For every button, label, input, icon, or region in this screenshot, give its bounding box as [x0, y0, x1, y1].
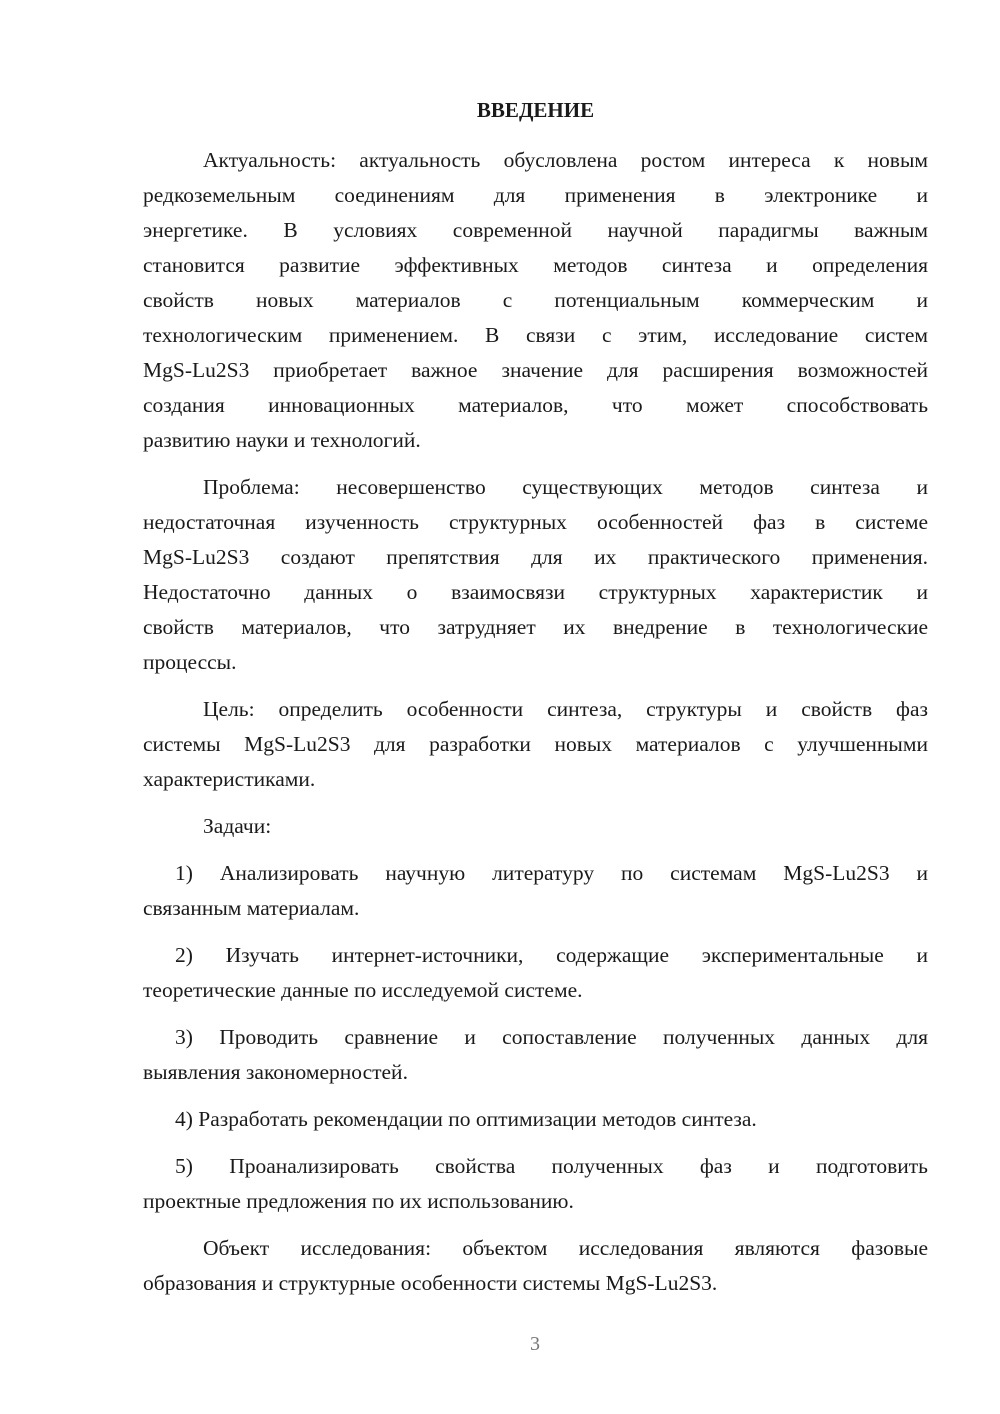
paragraph	[143, 470, 928, 680]
page-number: 3	[530, 1333, 540, 1355]
text-line: 5) Проанализировать свойства полученных фаз и подготовить	[175, 1154, 928, 1178]
text-line: энергетике. В условиях современной научной парадигмы важным	[143, 218, 928, 242]
text-line: 1) Анализировать научную литературу по системам MgS-Lu2S3 и	[175, 861, 928, 885]
text-line: проектные предложения по их использованию.	[143, 1189, 574, 1213]
text-line: Цель: определить особенности синтеза, структуры и свойств фаз	[203, 697, 928, 721]
task-list-item	[143, 1102, 928, 1137]
text-line: характеристиками.	[143, 767, 316, 791]
text-line: системы MgS-Lu2S3 для разработки новых материалов с улучшенными	[143, 732, 928, 756]
text-line: свойств новых материалов с потенциальным коммерческим и	[143, 288, 928, 312]
text-line: выявления закономерностей.	[143, 1060, 408, 1084]
text-line: 2) Изучать интернет-источники, содержащие экспериментальные и	[175, 943, 928, 967]
task-list-item	[143, 856, 928, 926]
paragraph	[143, 692, 928, 797]
text-line: Актуальность: актуальность обусловлена ростом интереса к новым	[203, 148, 928, 172]
task-list-item	[143, 1020, 928, 1090]
text-line: 3) Проводить сравнение и сопоставление полученных данных для	[175, 1025, 928, 1049]
text-line: технологическим применением. В связи с этим, исследование систем	[143, 323, 928, 347]
task-list-item	[143, 1149, 928, 1219]
text-line: свойств материалов, что затрудняет их внедрение в технологические	[143, 615, 928, 639]
text-line: редкоземельным соединениям для применения в электронике и	[143, 183, 928, 207]
text-line: 4) Разработать рекомендации по оптимизации методов синтеза.	[175, 1107, 757, 1131]
section-heading: ВВЕДЕНИЕ	[476, 98, 595, 122]
text-line: Задачи:	[203, 814, 272, 838]
paragraph	[143, 143, 928, 458]
text-line: MgS-Lu2S3 приобретает важное значение для расширения возможностей	[143, 358, 928, 382]
document-body	[143, 143, 928, 1313]
text-line: MgS-Lu2S3 создают препятствия для их практического применения.	[143, 545, 928, 569]
text-line: становится развитие эффективных методов синтеза и определения	[143, 253, 928, 277]
text-line: развитию науки и технологий.	[143, 428, 421, 452]
task-list-item	[143, 938, 928, 1008]
text-line: теоретические данные по исследуемой системе.	[143, 978, 583, 1002]
text-line: Проблема: несовершенство существующих методов синтеза и	[203, 475, 928, 499]
text-line: процессы.	[143, 650, 237, 674]
paragraph	[143, 1231, 928, 1301]
text-line: Недостаточно данных о взаимосвязи структурных характеристик и	[143, 580, 928, 604]
paragraph	[143, 809, 928, 844]
text-line: образования и структурные особенности системы MgS-Lu2S3.	[143, 1271, 718, 1295]
text-line: создания инновационных материалов, что может способствовать	[143, 393, 928, 417]
text-line: связанным материалам.	[143, 896, 360, 920]
text-line: недостаточная изученность структурных особенностей фаз в системе	[143, 510, 928, 534]
text-line: Объект исследования: объектом исследования являются фазовые	[203, 1236, 928, 1260]
